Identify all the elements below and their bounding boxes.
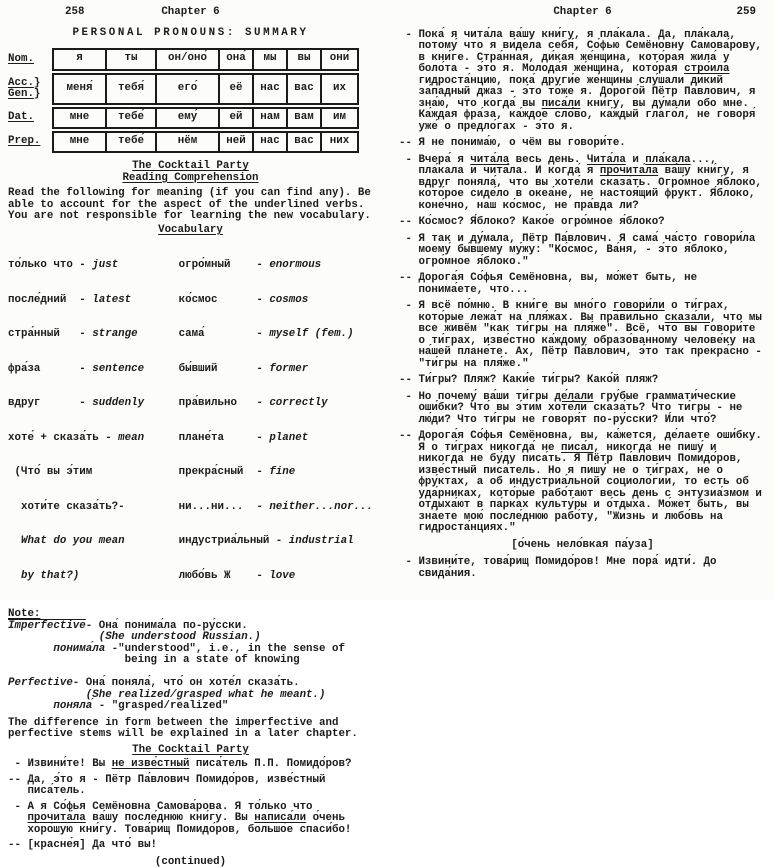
- vocab-entry: (Что́ вы э́тим: [8, 467, 179, 479]
- note-line: поняла́ - "grasped/realized": [8, 701, 373, 713]
- chapter-title: Chapter 6: [553, 7, 611, 19]
- dialogue-line: [8, 775, 373, 798]
- speaker-dash: --: [399, 375, 418, 387]
- section-heading: [8, 161, 373, 184]
- dialogue-line: [399, 375, 766, 387]
- pronoun-cell: ей: [220, 107, 254, 129]
- pronoun-cell: тебя́: [107, 73, 157, 105]
- row-label-prep: Prep.: [8, 131, 52, 153]
- page-header-left: [8, 7, 373, 19]
- page-258: [0, 0, 387, 600]
- pronoun-cell: нас: [254, 131, 288, 153]
- speaker-dash: -: [399, 557, 418, 580]
- pronoun-cell: меня́: [52, 73, 107, 105]
- pronoun-cell: нём: [157, 131, 220, 153]
- reading-instructions: Read the following for meaning (if you can find any). Be able to account for the aspect of the underlined verbs. You are not responsible for learning the new vocabulary.: [8, 188, 373, 223]
- vocabulary-list: [8, 237, 373, 605]
- pronoun-cell: ней: [220, 131, 254, 153]
- vocab-entry: What do you mean: [8, 536, 179, 548]
- dialogue-line: [8, 759, 373, 771]
- dialogue-line: [8, 802, 373, 837]
- pronoun-cell: них: [322, 131, 359, 153]
- dialogue-text: Я так и ду́мала, Пётр Па́влович. Я сама́ ча́сто говори́ла моему́ бы́вшему му́жу: "Ко́смос, Ва́ня, - э́то я́блоко, огро́мное я́блоко.": [418, 234, 766, 269]
- vocab-entry: плане́та - planet: [179, 433, 373, 445]
- speaker-dash: -: [399, 30, 418, 134]
- pronoun-cell: его́: [157, 73, 220, 105]
- note-line: Perfective- Она́ поняла́, что́ он хоте́л сказа́ть.: [8, 678, 373, 690]
- note-line: Imperfective- Она́ понима́ла по-ру́сски.: [8, 621, 373, 633]
- vocab-entry: сама́ - myself (fem.): [179, 329, 373, 341]
- speaker-dash: -: [8, 802, 27, 837]
- dialogue-line: [399, 301, 766, 370]
- chapter-title: Chapter 6: [161, 7, 219, 19]
- pronoun-cell: ему́: [157, 107, 220, 129]
- brace: }: [34, 77, 40, 89]
- page-259: [387, 0, 774, 600]
- dialogue-text: Вчера́ я чита́ла весь день. Чита́ла и пла́кала..., пла́кала и чита́ла. И когда́ я прочита́ла ва́шу кни́гу, я вдруг поняла́, что вы хоте́ли сказа́ть. Огро́мное я́блоко, кото́рое сиде́ло в океа́не, не настоя́щий фрукт. Я́блоко, коне́чно, наш ко́смос, не пра́вда ли?: [418, 155, 766, 213]
- stage-direction: [о́чень нело́вкая па́уза]: [399, 540, 766, 552]
- pronoun-cell: мы: [254, 48, 288, 71]
- row-label-nom: Nom.: [8, 48, 52, 71]
- speaker-dash: -: [399, 392, 418, 427]
- speaker-dash: --: [399, 138, 418, 150]
- pronoun-cell: нас: [254, 73, 288, 105]
- pronoun-cell: я: [52, 48, 107, 71]
- dialogue-line: [399, 431, 766, 535]
- dialogue-text: Да, э́то я - Пётр Па́влович Помидо́ров, изве́стный писа́тель.: [27, 775, 373, 798]
- vocab-entry: пра́вильно - correctly: [179, 398, 373, 410]
- pronoun-cell: тебе́: [107, 131, 157, 153]
- vocab-entry: by that?): [8, 571, 179, 583]
- speaker-dash: -: [399, 155, 418, 213]
- vocab-entry: ни...ни... - neither...nor...: [179, 502, 373, 514]
- vocab-entry: после́дний - latest: [8, 295, 179, 307]
- table-row: [8, 131, 359, 153]
- section-title: The Cocktail Party: [132, 160, 249, 172]
- vocab-entry: ко́смос - cosmos: [179, 295, 373, 307]
- speaker-dash: -: [399, 234, 418, 269]
- dialogue-text: Ко́смос? Я́блоко? Како́е огро́мное я́блоко?: [418, 217, 766, 229]
- dialogue-text: Дорога́я Со́фья Семёновна, вы, ка́жется, де́лаете оши́бку. Я о ти́грах никогда́ не писа́л, никогда́ не пишу́ и никогда́ не бу́ду писа́ть. Я Пётр Па́влович Помидо́ров, изве́стный писа́тель. Но я пишу́ не о ти́грах, не о фру́ктах, а об индустриа́льной социоло́гии, то есть об уда́рниках, кото́рые рабо́тают весь день с энтузиа́змом и отдыха́ют в па́рках культу́ры и о́тдыха. Мо́жет быть, вы зна́ете мою́ после́днюю рабо́ту, "Жизнь и любо́вь на гидроста́нциях.": [418, 431, 766, 535]
- row-label-acc-gen: Acc.} Gen.}: [8, 73, 52, 105]
- vocab-entry: вдруг - suddenly: [8, 398, 179, 410]
- aspect-note: [8, 621, 373, 713]
- dialogue-line: [399, 392, 766, 427]
- pronoun-cell: нам: [254, 107, 288, 129]
- section-subtitle: Reading Comprehension: [122, 172, 258, 184]
- pronoun-table: [8, 46, 359, 155]
- speaker-dash: --: [8, 840, 27, 852]
- pronoun-cell: они́: [322, 48, 359, 71]
- dialogue-text: Я не понима́ю, о чём вы говори́те.: [418, 138, 766, 150]
- dialogue-text: Ти́гры? Пляж? Каки́е ти́гры? Како́й пляж?: [418, 375, 766, 387]
- dialogue-line: [8, 840, 373, 852]
- vocab-entry: стра́нный - strange: [8, 329, 179, 341]
- dialogue-line: [399, 234, 766, 269]
- vocab-entry: то́лько что - just: [8, 260, 179, 272]
- note-heading: Note:: [8, 609, 373, 621]
- pronoun-cell: им: [322, 107, 359, 129]
- pronoun-cell: мне: [52, 107, 107, 129]
- vocabulary-heading: Vocabulary: [8, 225, 373, 237]
- vocab-entry: прекра́сный - fine: [179, 467, 373, 479]
- pronoun-cell: вас: [288, 131, 322, 153]
- dialogue-text: [красне́я] Да что́ вы!: [27, 840, 373, 852]
- pronoun-cell: тебе́: [107, 107, 157, 129]
- pronoun-table-title: PERSONAL PRONOUNS: SUMMARY: [8, 28, 373, 40]
- pronoun-cell: она́: [220, 48, 254, 71]
- note-line: (She realized/grasped what he meant.): [8, 690, 373, 702]
- vocab-column-right: [179, 237, 373, 605]
- dialogue-text: Я всё по́мню. В кни́ге вы мно́го говори́ли о ти́грах, кото́рые лежа́т на пля́жах. Вы пра́вильно сказа́ли, что мы все живём "как ти́гры на пля́же". Всё, что вы говори́те о ти́грах, изве́стно ка́ждому образо́ванному челове́ку на на́шей плане́те. Ах, Пётр Па́влович, э́то так прекра́сно - "ти́гры на пля́же.": [418, 301, 766, 370]
- table-row: [8, 107, 359, 129]
- pronoun-cell: вам: [288, 107, 322, 129]
- vocab-entry: хоти́те сказа́ть?-: [8, 502, 179, 514]
- speaker-dash: --: [8, 775, 27, 798]
- pronoun-cell: вы: [288, 48, 322, 71]
- dialogue-text: Пока́ я чита́ла ва́шу кни́гу, я пла́кала. Да, пла́кала, потому́ что я ви́дела себя́, Со́фью Семёновну Самова́рову, в кни́ге. Стра́нная, ди́кая же́нщина, кото́рая жила́ у боло́та - э́то я. Молода́я же́нщина, кото́рая стро́ила гидроста́нцию, пока́ други́е же́нщины слу́шали ди́кий за́падный джаз - э́то то́же я. Дорого́й Пётр Па́влович, я зна́ю, что когда́ вы писа́ли кни́гу, вы ду́мали обо мне. Ка́ждая фра́за, ка́ждое сло́во, ка́ждый глаго́л, не говоря́ уже́ о предло́гах - э́то я.: [418, 30, 766, 134]
- vocab-entry: хоте́ + сказа́ть - mean: [8, 433, 179, 445]
- page-number: 258: [65, 7, 84, 19]
- dialogue-text: Извини́те, това́рищ Помидо́ров! Мне пора́ идти́. До свида́ния.: [418, 557, 766, 580]
- row-label-dat: Dat.: [8, 107, 52, 129]
- page-number: 259: [737, 7, 756, 19]
- dialogue-line: [399, 273, 766, 296]
- dialogue-line: [399, 557, 766, 580]
- aspect-explanation: The difference in form between the imperfective and perfective stems will be explained in a later chapter.: [8, 718, 373, 741]
- note-line: (She understood Russian.): [8, 632, 373, 644]
- vocab-entry: индустриа́льный - industrial: [179, 536, 373, 548]
- speaker-dash: --: [399, 273, 418, 296]
- speaker-dash: --: [399, 431, 418, 535]
- dialogue-text: Дорога́я Со́фья Семёновна, вы, мо́жет быть, не понима́ете, что...: [418, 273, 766, 296]
- pronoun-cell: он/оно́: [157, 48, 220, 71]
- speaker-dash: -: [399, 301, 418, 370]
- dialogue-text: Но почему́ ва́ши ти́гры де́лали гру́бые граммати́ческие оши́бки? Что́ вы э́тим хоте́ли сказа́ть? Что ти́гры - не лю́ди? Что ти́гры не говоря́т по-ру́сски? И́ли что́?: [418, 392, 766, 427]
- dialogue-heading: The Cocktail Party: [8, 745, 373, 757]
- dialogue-line: [399, 138, 766, 150]
- pronoun-cell: их: [322, 73, 359, 105]
- note-line: being in a state of knowing: [8, 655, 373, 667]
- note-line: понима́ла -"understood", i.e., in the sense of: [8, 644, 373, 656]
- pronoun-cell: её: [220, 73, 254, 105]
- dialogue-text: А я Со́фья Семёновна Самова́рова. Я то́лько что прочита́ла ва́шу после́днюю кни́гу. Вы написа́ли о́чень хоро́шую кни́гу. Това́рищ Помидо́ров, большо́е спаси́бо!: [27, 802, 373, 837]
- vocab-entry: фра́за - sentence: [8, 364, 179, 376]
- pronoun-cell: мне: [52, 131, 107, 153]
- brace: }: [34, 88, 40, 100]
- dialogue-line: [399, 155, 766, 213]
- vocab-entry: бы́вший - former: [179, 364, 373, 376]
- pronoun-cell: вас: [288, 73, 322, 105]
- table-row: [8, 48, 359, 71]
- pronoun-cell: ты: [107, 48, 157, 71]
- dialogue-text: Извини́те! Вы не изве́стный писа́тель П.П. Помидо́ров?: [27, 759, 373, 771]
- vocab-entry: любо́вь Ж - love: [179, 571, 373, 583]
- dialogue-line: [399, 30, 766, 134]
- page-header-right: [399, 7, 766, 19]
- continued-note: (continued): [8, 857, 373, 868]
- vocab-entry: огро́мный - enormous: [179, 260, 373, 272]
- table-row: [8, 73, 359, 105]
- speaker-dash: -: [8, 759, 27, 771]
- dialogue-line: [399, 217, 766, 229]
- speaker-dash: --: [399, 217, 418, 229]
- vocab-column-left: [8, 237, 179, 605]
